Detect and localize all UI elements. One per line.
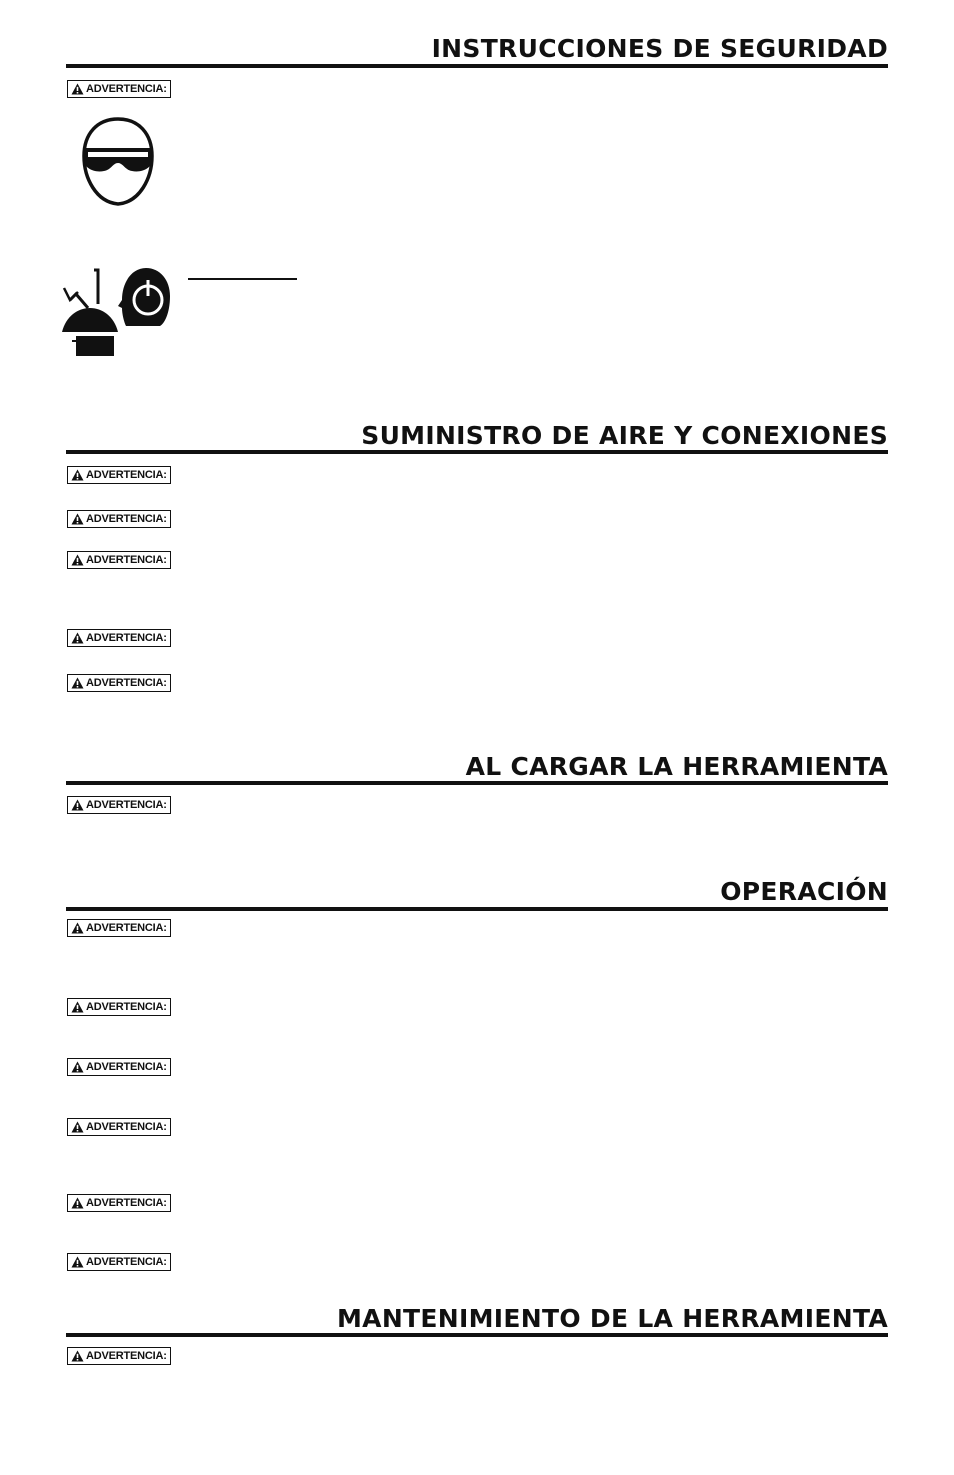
warning-tag — [67, 629, 171, 647]
warning-label: ADVERTENCIA: — [86, 513, 167, 525]
underline-rule — [188, 278, 297, 280]
section-heading-loading: AL CARGAR LA HERRAMIENTA — [465, 752, 888, 781]
warning-label: ADVERTENCIA: — [86, 799, 167, 811]
section-heading-air-supply: SUMINISTRO DE AIRE Y CONEXIONES — [361, 421, 888, 450]
warning-tag — [67, 674, 171, 692]
section-heading-operation: OPERACIÓN — [720, 877, 888, 906]
warning-triangle-icon — [71, 799, 84, 811]
warning-triangle-icon — [71, 922, 84, 934]
warning-label: ADVERTENCIA: — [86, 469, 167, 481]
warning-tag — [67, 80, 171, 98]
section-rule — [66, 64, 888, 68]
section-heading-maintenance: MANTENIMIENTO DE LA HERRAMIENTA — [337, 1304, 888, 1333]
section-rule — [66, 781, 888, 785]
warning-label: ADVERTENCIA: — [86, 922, 167, 934]
warning-triangle-icon — [71, 677, 84, 689]
warning-label: ADVERTENCIA: — [86, 83, 167, 95]
section-rule — [66, 450, 888, 454]
warning-label: ADVERTENCIA: — [86, 1001, 167, 1013]
warning-tag — [67, 998, 171, 1016]
warning-tag — [67, 796, 171, 814]
warning-tag — [67, 1253, 171, 1271]
warning-label: ADVERTENCIA: — [86, 1350, 167, 1362]
warning-triangle-icon — [71, 469, 84, 481]
warning-tag — [67, 1058, 171, 1076]
warning-label: ADVERTENCIA: — [86, 632, 167, 644]
warning-tag — [67, 551, 171, 569]
warning-label: ADVERTENCIA: — [86, 1256, 167, 1268]
warning-tag — [67, 466, 171, 484]
warning-label: ADVERTENCIA: — [86, 1061, 167, 1073]
warning-tag — [67, 1347, 171, 1365]
warning-triangle-icon — [71, 554, 84, 566]
warning-triangle-icon — [71, 1121, 84, 1133]
warning-triangle-icon — [71, 1350, 84, 1362]
ear-protection-icon — [56, 266, 172, 360]
warning-triangle-icon — [71, 1001, 84, 1013]
warning-triangle-icon — [71, 632, 84, 644]
section-rule — [66, 1333, 888, 1337]
warning-label: ADVERTENCIA: — [86, 1121, 167, 1133]
warning-tag — [67, 919, 171, 937]
eye-protection-icon — [80, 116, 156, 208]
warning-label: ADVERTENCIA: — [86, 677, 167, 689]
warning-tag — [67, 1118, 171, 1136]
warning-label: ADVERTENCIA: — [86, 554, 167, 566]
section-heading-safety: INSTRUCCIONES DE SEGURIDAD — [431, 34, 888, 63]
warning-tag — [67, 510, 171, 528]
section-rule — [66, 907, 888, 911]
warning-triangle-icon — [71, 513, 84, 525]
warning-triangle-icon — [71, 1197, 84, 1209]
warning-triangle-icon — [71, 83, 84, 95]
warning-triangle-icon — [71, 1256, 84, 1268]
warning-triangle-icon — [71, 1061, 84, 1073]
warning-tag — [67, 1194, 171, 1212]
warning-label: ADVERTENCIA: — [86, 1197, 167, 1209]
